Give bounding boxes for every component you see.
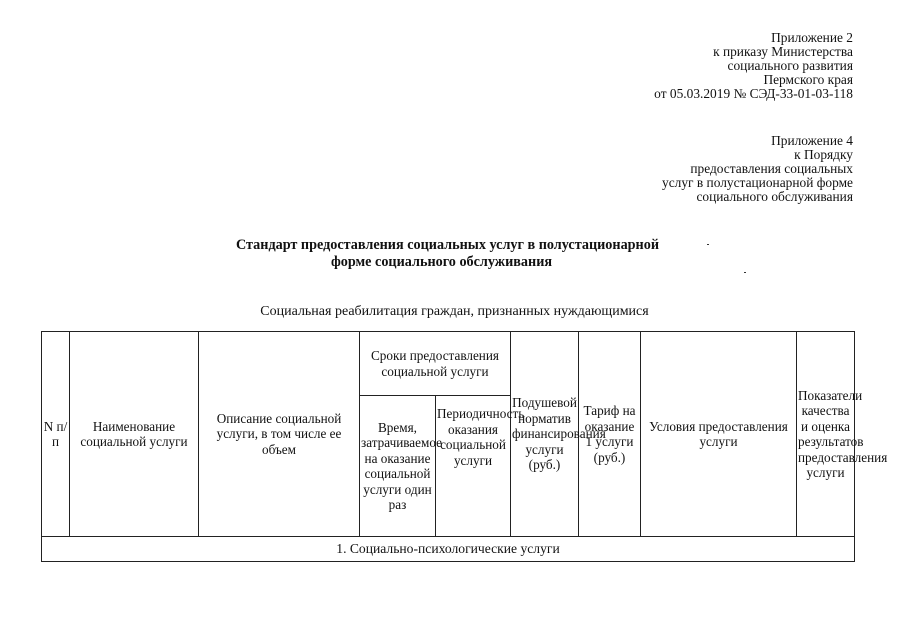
header-time: Время, затрачиваемое на оказание социальной услуги один раз xyxy=(360,396,436,537)
header-number: N п/п xyxy=(42,332,70,537)
document-title xyxy=(0,237,905,271)
document-title-line-1: Стандарт предоставления социальных услуг в полустационарной xyxy=(235,237,660,253)
services-standard-table xyxy=(41,331,888,562)
header-description: Описание социальной услуги, в том числе ее объем xyxy=(199,332,360,537)
header-service-name: Наименование социальной услуги xyxy=(70,332,199,537)
document-subtitle: Социальная реабилитация граждан, признанных нуждающимися xyxy=(260,304,649,319)
appendix-2-line-2: к приказу Министерства xyxy=(713,44,853,59)
header-periodicity: Периодичность оказания социальной услуги xyxy=(436,396,511,537)
appendix-4-line-4: услуг в полустационарной форме xyxy=(662,175,853,190)
header-quality: Показатели качества и оценка результатов предоставления услуги xyxy=(797,332,855,537)
appendix-2-line-1: Приложение 2 xyxy=(771,30,853,45)
appendix-2-line-3: социального развития xyxy=(727,58,853,73)
appendix-4-line-1: Приложение 4 xyxy=(771,133,853,148)
header-conditions: Условия предоставления услуги xyxy=(641,332,797,537)
appendix-2-line-5: от 05.03.2019 № СЭД-33-01-03-118 xyxy=(654,86,853,101)
section-row-psychological: 1. Социально-психологические услуги xyxy=(42,537,855,562)
document-title-line-2: форме социального обслуживания xyxy=(330,254,553,270)
header-tariff: Тариф на оказание 1 услуги (руб.) xyxy=(579,332,641,537)
appendix-4-line-3: предоставления социальных xyxy=(690,161,853,176)
appendix-4-line-2: к Порядку xyxy=(794,147,853,162)
appendix-4-block xyxy=(662,134,853,204)
scan-speck xyxy=(744,272,746,273)
header-terms: Сроки предоставления социальной услуги xyxy=(360,332,511,396)
scan-speck xyxy=(707,244,709,245)
appendix-4-line-5: социального обслуживания xyxy=(696,189,853,204)
appendix-2-line-4: Пермского края xyxy=(763,72,853,87)
header-per-capita: Подушевой норматив финансирования услуги (руб.) xyxy=(511,332,579,537)
appendix-2-block xyxy=(654,31,853,101)
